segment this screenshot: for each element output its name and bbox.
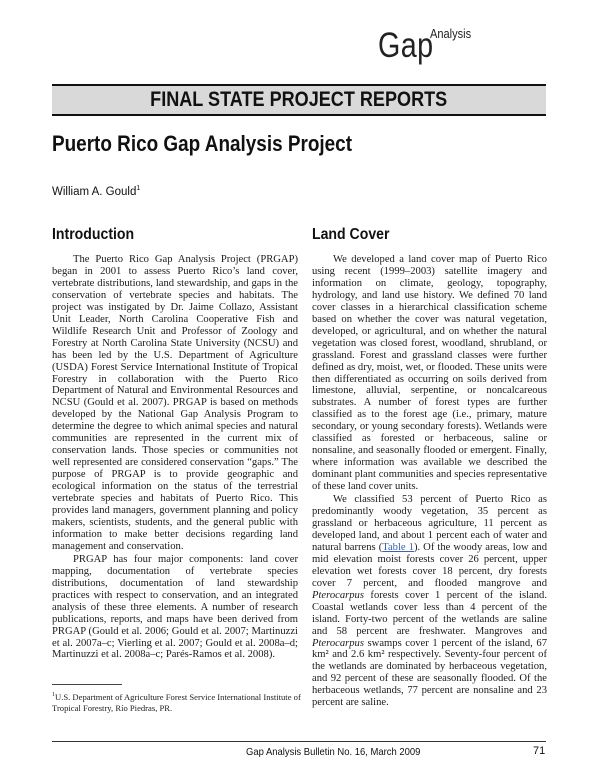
intro-paragraph-1: The Puerto Rico Gap Analysis Project (PRGAP) began in 2001 to assess Puerto Rico’s land cover, vertebrate distributions, land stewardship, and gaps in the conservation of vertebrate species and habitats. The project was instigated by Dr. Jaime Collazo, Assistant Unit Leader, North Carolina Cooperative Fish and Wildlife Research Unit and Professor of Zoology and Forestry at North Carolina State University (NCSU) and has been led by the U.S. Department of Agriculture (USDA) Forest Service International Institute of Tropical Forestry in collaboration with the Puerto Rico Department of Natural and Environmental Resources and NCSU (Gould et al. 2007). PRGAP is based on methods developed by the National Gap Analysis Program to determine the degree to which animal species and natural communities are represented in the current mix of conservation lands. Those species or communities not well represented are considered conservation “gaps.” The purpose of PRGAP is to provide geographic and ecological information on the status of the terrestrial vertebrate species and habitats of Puerto Rico. This provides land managers, government planning and policy makers, scientists, students, and the general public with information to make better decisions regarding land management and conservation.: [52, 254, 298, 552]
table-1-link[interactable]: Table 1: [382, 541, 414, 553]
article-title: Puerto Rico Gap Analysis Project: [52, 131, 353, 156]
footer-divider: [52, 741, 546, 742]
page-number: 71: [533, 745, 546, 757]
footnote: [52, 690, 302, 714]
introduction-heading: Introduction: [52, 226, 135, 243]
introduction-column: [52, 254, 298, 661]
footnote-mark: 1: [52, 692, 55, 698]
logo-sub-text: Analysis: [430, 26, 472, 41]
land-p2-part-c: forests cover 1 percent of the island. Coastal wetlands cover less than 4 percent of the island. Forty-two percent of the wetlands are saline and 58 percent are freshwater. Mangroves and: [312, 589, 547, 637]
footnote-text: U.S. Department of Agriculture Forest Service International Institute of Tropical Forestry, Río Piedras, PR.: [52, 691, 301, 713]
author-footnote-mark: 1: [136, 185, 141, 192]
land-p2-part-a: We classified 53 percent of Puerto Rico as predominantly woody vegetation, 35 percent as grassland or herbaceous agriculture, 11 percent as developed land, and about 1 percent each of water and natural barrens (: [312, 494, 547, 553]
land-paragraph-2: [312, 494, 547, 709]
land-cover-column: [312, 254, 547, 709]
author-line: [52, 185, 140, 198]
banner-text: FINAL STATE PROJECT REPORTS: [150, 88, 448, 111]
footer-bulletin: Gap Analysis Bulletin No. 16, March 2009: [246, 746, 421, 758]
land-p2-part-d: swamps cover 1 percent of the island, 67 km² and 2.6 km² respectively. Seventy-four percent of the wetlands are dominated by herbaceous vegetation, and 92 percent of these are seasonally flooded. Of the herbaceous wetlands, 77 percent are nonsaline and 23 percent are saline.: [312, 637, 547, 709]
intro-paragraph-2: PRGAP has four major components: land cover mapping, documentation of vertebrate species distributions, documentation of land stewardship practices with respect to conservation, and an integrated analysis of these three elements. A number of research publications, reports, and maps have been derived from PRGAP (Gould et al. 2006; Gould et al. 2007; Martinuzzi et al. 2007a–c; Vierling et al. 2007; Gould et al. 2008a–d; Martinuzzi et al. 2008a–c; Parés-Ramos et al. 2008).: [52, 553, 298, 661]
pterocarpus-term-1: Pterocarpus: [312, 589, 364, 601]
section-banner: [52, 84, 546, 116]
footnote-divider: [52, 684, 122, 685]
land-paragraph-1: We developed a land cover map of Puerto Rico using recent (1999–2003) satellite imagery and information on climate, geology, topography, hydrology, and land use history. We defined 70 land cover classes in a hierarchical classification scheme based on whether the cover was natural vegetation, developed, or agricultural, and on whether the natural vegetation was closed forest, woodland, shrubland, or grassland. Forest and grassland classes were further defined as dry, moist, wet, or flooded. These units were then differentiated as occurring on soils derived from limestone, alluvial, serpentine, or noncalcareous substrates. A number of forest types are further classified as to the forest age (i.e., primary, mature secondary, or young secondary forests). Wetlands were classified as forested or herbaceous, saline or nonsaline, and seasonally flooded or emergent. Finally, where information was available we described the dominant plant communities and species representative of these land cover units.: [312, 254, 547, 493]
land-p2-part-b: ). Of the woody areas, low and mid elevation moist forests cover 26 percent, upper elevation wet forests cover 18 percent, dry forests cover 7 percent, and flooded mangrove and: [312, 541, 547, 589]
pterocarpus-term-2: Pterocarpus: [312, 637, 364, 649]
author-name: William A. Gould: [52, 185, 137, 198]
gap-analysis-logo: [378, 14, 488, 76]
logo-main-text: Gap: [378, 26, 434, 65]
land-cover-heading: Land Cover: [312, 226, 390, 243]
